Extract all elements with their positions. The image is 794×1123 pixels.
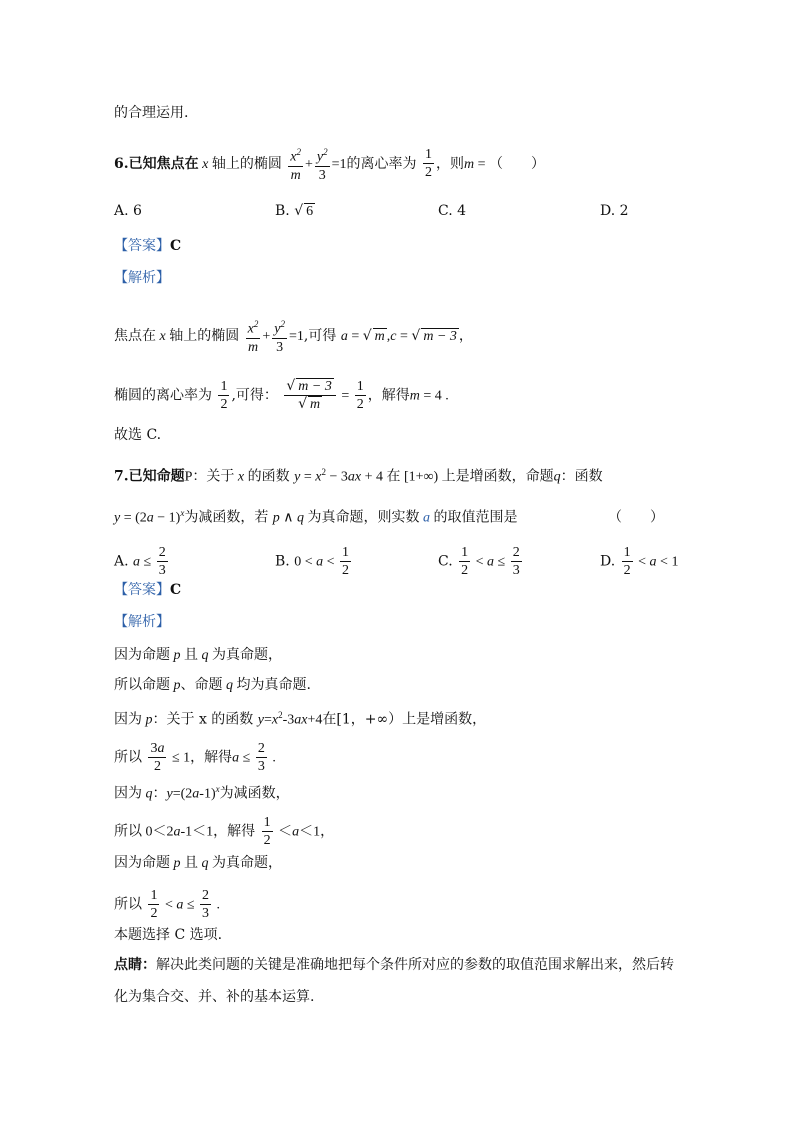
question-7-line-2: $y = (2a - 1)^x$为减函数，若 p ∧ q 为真命题，则实数 a 的取值范围是 （ ） [114,508,664,526]
q6-option-c: C. 4 [438,203,467,219]
q6-analysis-line-2: 椭圆的离心率为 $\frac{1}{2}$ ,可得： $\frac{√ m - 3}{√ m}$ = $\frac{1}{2}$ ，解得m = 4 . [114,378,449,412]
q6-option-d: D. 2 [600,203,629,219]
q7-option-a: A. a ≤ $\frac{2}{3}$ [114,545,166,578]
q7-step-1: 因为命题 p 且 q 为真命题， [114,647,282,663]
q7-tip-line-2: 化为集合交、并、补的基本运算. [114,989,315,1005]
q7-step-2: 所以命题 p、命题 q 均为真命题. [114,677,311,693]
q7-step-7: 因为命题 p 且 q 为真命题， [114,855,282,871]
q7-step-5: 因为 q：$y=(2a-1)^x$为减函数， [114,784,290,802]
q6-option-a: A. 6 [114,203,142,219]
q6-answer: 【答案】C [114,238,182,254]
q7-option-b: B. 0 < a < $\frac{1}{2}$ [275,545,350,578]
q7-conclusion: 本题选择 C 选项. [114,927,223,943]
q7-step-4: 所以 $\frac{3a}{2}$ ≤ 1，解得a ≤ $\frac{2}{3}$ . [114,741,276,774]
q7-step-6: 所以 0＜2a-1＜1，解得 $\frac{1}{2}$ ＜a＜1， [114,815,335,848]
q6-analysis-tag: 【解析】 [114,270,170,286]
q7-option-d: D. $\frac{1}{2}$ < a < 1 [600,545,679,578]
q6-option-b: B. √ 6 [275,203,314,219]
q7-tip-line-1: 点睛：解决此类问题的关键是准确地把每个条件所对应的参数的取值范围求解出来，然后转 [114,957,674,973]
question-6: 6.已知焦点在 x 轴上的椭圆 $\frac{x^2}{m}$ + $\frac{y^2}{3}$ =1的离心率为 $\frac{1}{2}$ ，则m = （ ） [114,144,545,184]
q7-step-3: 因为 p：关于 x 的函数 $y=x^2-3ax+4$在[1，+∞）上是增函数， [114,710,487,728]
q7-option-c: C. $\frac{1}{2}$ < a ≤ $\frac{2}{3}$ [438,545,520,578]
q7-answer: 【答案】C [114,582,182,598]
prev-text: 的合理运用. [114,105,189,121]
q7-analysis-tag: 【解析】 [114,614,170,630]
q6-conclusion: 故选 C. [114,427,162,443]
q7-step-8: 所以 $\frac{1}{2}$ < a ≤ $\frac{2}{3}$ . [114,888,221,921]
q6-analysis-line-1: 焦点在 x 轴上的椭圆 $\frac{x^2}{m}$ + $\frac{y^2}{3}$ =1,可得 a = √ m ,c = √ m − 3 ， [114,316,473,356]
question-7: 7.已知命题P：关于 x 的函数 $y = x^2 - 3ax + 4$ 在 [1+∞) 上是增函数，命题q：函数 [114,467,603,485]
